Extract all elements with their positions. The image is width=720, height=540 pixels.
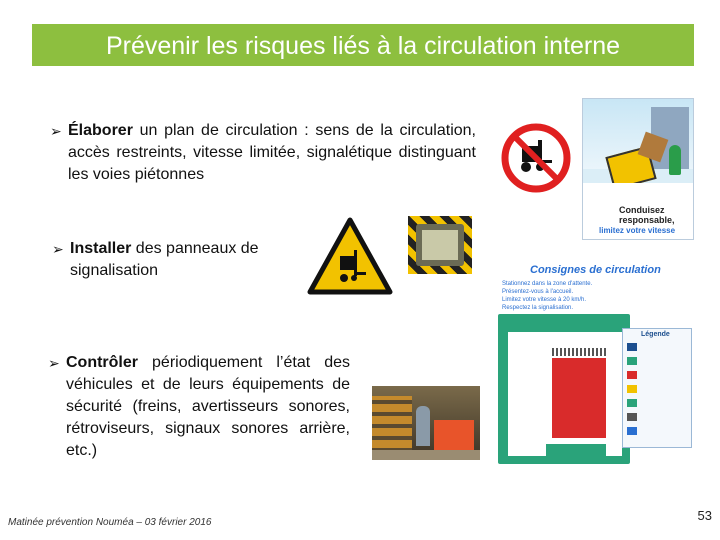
warehouse-photo: [372, 386, 480, 460]
photo-floor: [372, 450, 480, 460]
legend-swatch-icon: [627, 357, 637, 365]
poster-caption-1: Conduisez: [619, 205, 665, 215]
poster-person: [669, 145, 681, 175]
poster-caption-2: responsable,: [619, 215, 675, 225]
safety-poster: [582, 98, 694, 240]
no-forklift-sign-icon: [500, 122, 572, 194]
legend-swatch-icon: [627, 427, 637, 435]
plan-parking: [546, 444, 606, 456]
consignes-list: [502, 280, 652, 312]
bullet-body: périodiquement l’état des véhicules et de leurs équipements de sécurité (freins, avertisseurs sonores, rétroviseurs, signaux sonores arrière, etc.): [66, 354, 350, 459]
bullet-installer: [52, 238, 267, 282]
bullet-elaborer: [50, 120, 476, 186]
page-number: 53: [697, 508, 712, 523]
footer-text: Matinée prévention Nouméa – 03 février 2016: [8, 517, 212, 528]
bullet-controler: [48, 352, 350, 462]
bullet-body: des panneaux de signalisation: [70, 240, 259, 279]
plan-legend: [622, 328, 692, 448]
plan-hatch: [552, 348, 606, 356]
legend-swatch-icon: [627, 413, 637, 421]
consigne-item: Limitez votre vitesse à 20 km/h.: [502, 297, 587, 303]
arrow-bullet-icon: ➢: [50, 123, 62, 139]
bullet-text: [70, 238, 267, 282]
warning-panel-photo: [408, 216, 472, 274]
bullet-keyword: Élaborer: [68, 122, 133, 139]
legend-title: Légende: [641, 331, 670, 338]
bullet-text: [66, 352, 350, 462]
bullet-body: un plan de circulation : sens de la circulation, accès restreints, vitesse limitée, signalétique distinguant les voies piétonnes: [68, 122, 476, 183]
bullet-keyword: Installer: [70, 240, 132, 257]
plan-map: [498, 314, 630, 464]
arrow-bullet-icon: ➢: [52, 241, 64, 257]
title-bar: [32, 24, 694, 66]
consigne-item: Stationnez dans la zone d'attente.: [502, 281, 593, 287]
consigne-item: Présentez-vous à l'accueil.: [502, 289, 574, 295]
legend-swatch-icon: [627, 399, 637, 407]
forklift-warning-sign-icon: [306, 216, 394, 296]
slide-title: Prévenir les risques liés à la circulation interne: [105, 32, 621, 60]
bullet-text: [68, 120, 476, 186]
photo-forklift: [434, 420, 474, 450]
poster-caption-3: limitez votre vitesse: [599, 226, 676, 235]
consigne-item: Respectez la signalisation.: [502, 305, 574, 311]
legend-swatch-icon: [627, 371, 637, 379]
arrow-bullet-icon: ➢: [48, 355, 60, 371]
legend-swatch-icon: [627, 385, 637, 393]
legend-swatch-icon: [627, 343, 637, 351]
circulation-plan: [494, 262, 694, 472]
photo-worker: [416, 406, 430, 446]
plan-building: [552, 358, 606, 438]
bullet-keyword: Contrôler: [66, 354, 138, 371]
consignes-title: Consignes de circulation: [530, 264, 661, 276]
warning-panel-screen: [422, 230, 458, 260]
